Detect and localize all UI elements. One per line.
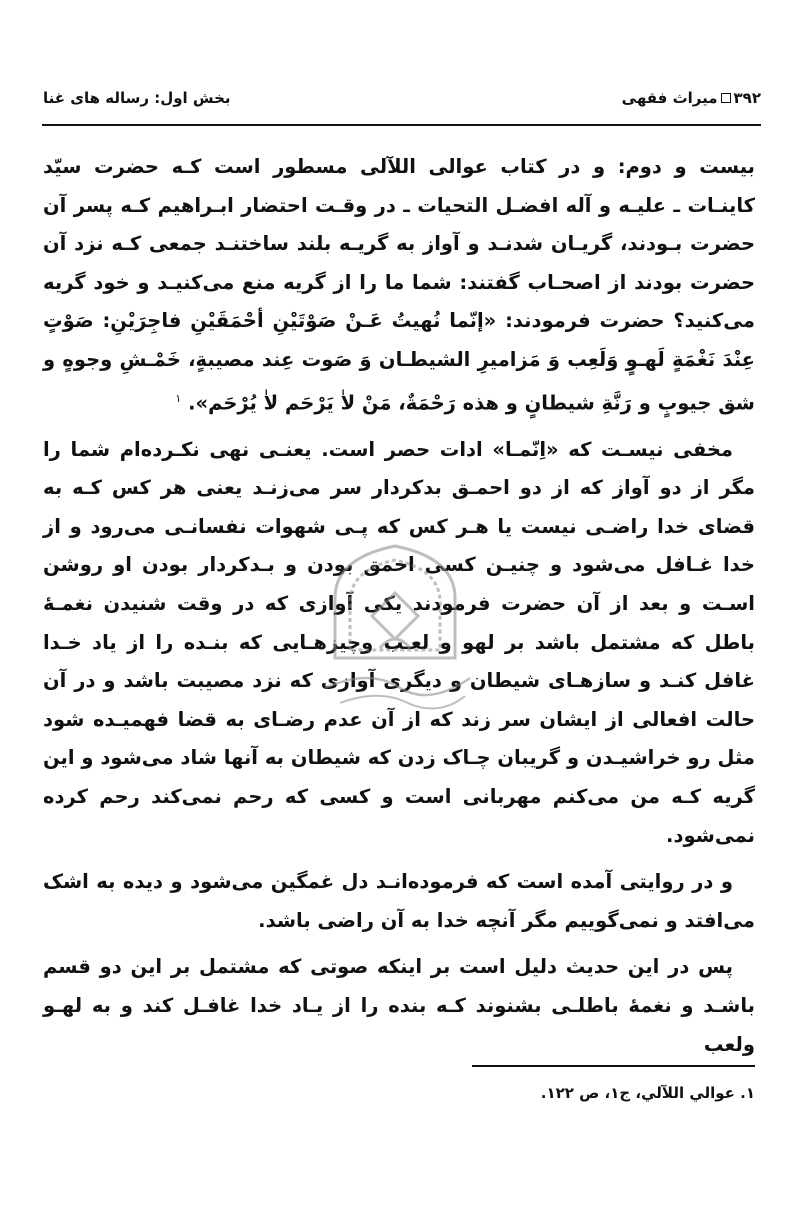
paragraph: مخفی نیسـت که «اِنّمـا» ادات حصر است. یعنـی نهی نکـرده‌ام شما را مگر از دو آواز که از دو احمـق بدکردار سر می‌زنـد یعنی هر کس کـه به قضای خدا راضـی نیست یا هـر کس که پـی شهوات نفسانـی می‌رود و از خدا غـافل می‌شود و چنیـن کسی احمق بودن و بـدکردار بودن او روشن اسـت و بعد از آن حضرت فرمودند یکی آوازی که در وقت شنیدن نغمـهٔ باطل که مشتمل باشد بر لهو و لعـب وچیزهـایی که بنـده را از یاد خـدا غافل کنـد و سازهـای شیطان و دیگری آوازی که نزد مصیبت باشد و در آن حالت افعالی از ایشان سر زند که از آن عدم رضـای به قضا فهمیـده شود مثل رو خراشیـدن و گریبان چـاک زدن که شیطان به آنها شاد می‌شود و این گریه کـه من می‌کنم مهربانی است و کسی که رحم نمی‌کند رحم کرده نمی‌شود. <box>43 437 755 847</box>
page-number-group <box>622 89 761 107</box>
paragraph: و در روایتی آمده است که فرموده‌انـد دل غمگین می‌شود و دیده به اشک می‌افتد و نمی‌گوییم مگر آنچه خدا به آن راضی باشد. <box>43 870 755 932</box>
paragraph: پس در این حدیث دلیل است بر اینکه صوتی که مشتمل بر این دو قسم باشـد و نغمهٔ باطلـی بشنوند کـه بنده را از یـاد خدا غافـل کند و به لهـو ولعب <box>43 955 755 1056</box>
footnote: ١. عوالي اللآلي، ج١، ص ١٢٢. <box>540 1084 755 1102</box>
paragraph <box>43 148 755 423</box>
paragraph-text: بیست و دوم: و در کتاب عوالی اللآلی مسطور است کـه حضرت سیّد کاینـات ـ علیـه و آله افضـل التحیات ـ در وقـت احتضار ابـراهیم کـه پسر آن حضرت بـودند، گریـان شدنـد و آواز به گریـه بلند ساختنـد جمعی کـه نزد آن حضرت بودند از اصحـاب گفتند: شما ما را از گریه منع می‌کنیـد و خود گریه می‌کنید؟ حضرت فرمودند: «إنّما نُهيتُ عَـنْ صَوْتَيْنِ أحْمَقَيْنِ فاجِرَيْنِ: صَوْتٍ عِنْدَ نَغْمَةٍ لَهـوٍ وَلَعِب وَ مَزاميرِ الشيطـان وَ صَوت عِند مصيبةٍ، خَمْـشِ وجوهٍ و شق جيوبٍ و رَنَّةِ شيطانٍ و هذه رَحْمَةٌ، مَنْ لاٰ يَرْحَم لاٰ يُرْحَم». <box>43 155 755 415</box>
footnote-marker[interactable]: ١ <box>175 391 182 405</box>
footnote-divider <box>472 1065 755 1067</box>
page-header <box>43 86 761 110</box>
book-title: میراث فقهی <box>621 89 718 107</box>
square-bullet-icon <box>721 93 731 103</box>
header-divider <box>42 124 761 126</box>
page-number: ۳۹۲ <box>733 89 761 107</box>
section-title: بخش اول: رساله های غنا <box>43 89 231 107</box>
body-text <box>43 148 755 1072</box>
